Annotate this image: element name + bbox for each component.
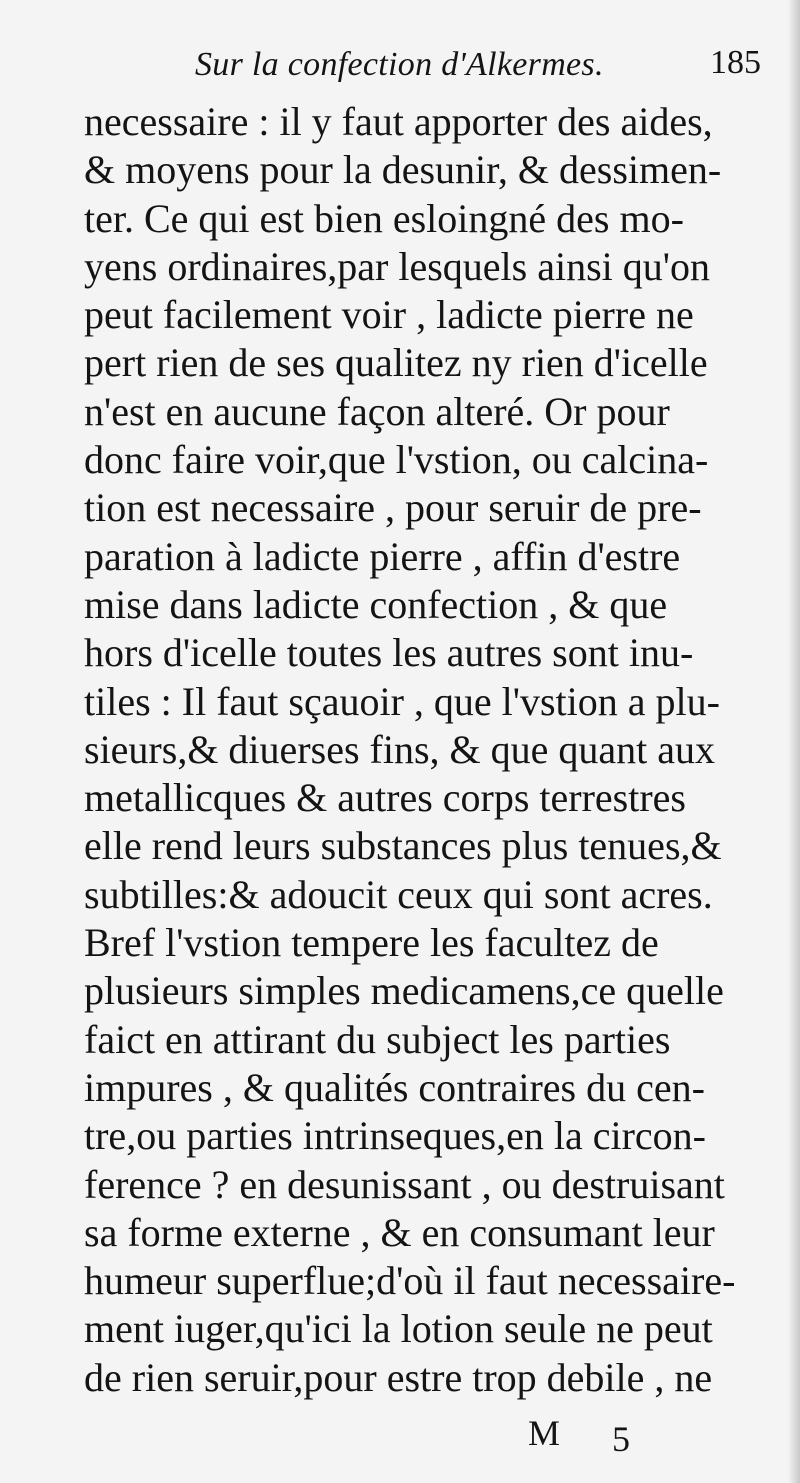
text-line: mise dans ladicte confection , & que: [84, 581, 668, 627]
running-title: Sur la confection d'Alkermes.: [195, 46, 604, 83]
text-line: sieurs,& diuerses fins, & que quant aux: [84, 726, 715, 772]
text-line: hors d'icelle toutes les autres sont inu-: [84, 630, 694, 676]
text-line: de rien seruir,pour estre trop debile , ne: [84, 1354, 713, 1400]
page-header: [0, 40, 800, 90]
signature-number: 5: [612, 1419, 630, 1459]
text-line: sa forme externe , & en consumant leur: [84, 1209, 715, 1255]
text-line: elle rend leurs substances plus tenues,&: [84, 823, 722, 869]
text-line: tiles : Il faut sçauoir , que l'vstion a plu-: [84, 678, 720, 724]
text-line: necessaire : il y faut apporter des aides,: [84, 99, 713, 144]
text-line: humeur superflue;d'où il faut necessaire-: [84, 1258, 736, 1304]
text-line: metallicques & autres corps terrestres: [84, 775, 686, 821]
page-number: 185: [710, 44, 761, 81]
text-line: ment iuger,qu'ici la lotion seule ne peut: [84, 1306, 713, 1352]
page-edge-shadow: [788, 0, 800, 1483]
text-line: tion est necessaire , pour seruir de pre-: [84, 485, 702, 531]
signature-mark: M: [528, 1413, 561, 1453]
text-line: ter. Ce qui est bien esloingné des mo-: [84, 195, 684, 241]
text-line: subtilles:& adoucit ceux qui sont acres.: [84, 871, 713, 917]
text-line: ference ? en desunissant , ou destruisant: [84, 1161, 725, 1207]
text-line: Bref l'vstion tempere les facultez de: [84, 920, 659, 966]
text-line: faict en attirant du subject les parties: [84, 1016, 671, 1062]
text-line: peut facilement voir , ladicte pierre ne: [84, 292, 694, 338]
text-line: pert rien de ses qualitez ny rien d'icelle: [84, 340, 708, 386]
text-line: paration à ladicte pierre , affin d'estre: [84, 533, 681, 579]
text-line: plusieurs simples medicamens,ce quelle: [84, 968, 724, 1014]
text-line: n'est en aucune façon alteré. Or pour: [84, 388, 670, 434]
text-line: tre,ou parties intrinseques,en la circon-: [84, 1113, 706, 1159]
text-line: & moyens pour la desunir, & dessimen-: [84, 147, 722, 193]
body-text: [84, 98, 789, 1402]
text-line: yens ordinaires,par lesquels ainsi qu'on: [84, 243, 710, 289]
text-line: donc faire voir,que l'vstion, ou calcina-: [84, 437, 709, 483]
text-line: impures , & qualités contraires du cen-: [84, 1064, 705, 1110]
page-footer: [0, 1412, 800, 1462]
